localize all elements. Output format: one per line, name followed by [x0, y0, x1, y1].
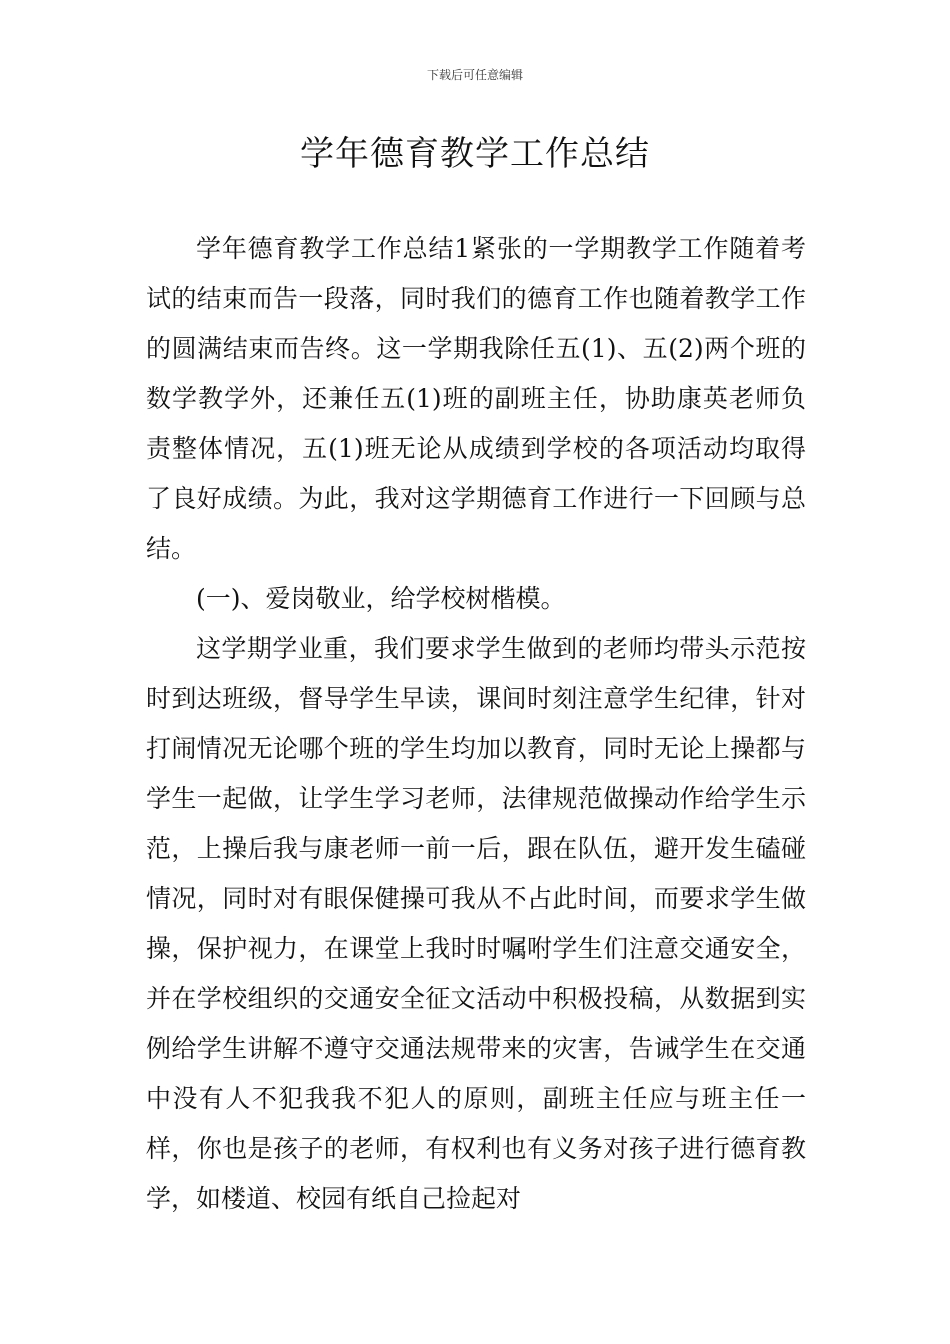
paragraph-section-body: 这学期学业重，我们要求学生做到的老师均带头示范按时到达班级，督导学生早读，课间时刻注意学生纪律，针对打闹情况无论哪个班的学生均加以教育，同时无论上操都与学生一起做，让学生学习老师，法律规范做操动作给学生示范，上操后我与康老师一前一后，跟在队伍，避开发生磕碰情况，同时对有眼保健操可我从不占此时间，而要求学生做操，保护视力，在课堂上我时时嘱咐学生们注意交通安全，并在学校组织的交通安全征文活动中积极投稿，从数据到实例给学生讲解不遵守交通法规带来的灾害，告诫学生在交通中没有人不犯我我不犯人的原则，副班主任应与班主任一样，你也是孩子的老师，有权利也有义务对孩子进行德育教学，如楼道、校园有纸自己捡起对 [146, 634, 806, 1213]
header-note: 下载后可任意编辑 [426, 68, 523, 82]
document-title: 学年德育教学工作总结 [300, 134, 650, 174]
document-body [146, 224, 806, 1224]
paragraph-section-heading: (一)、爱岗敬业，给学校树楷模。 [196, 584, 566, 613]
paragraph-intro: 学年德育教学工作总结1紧张的一学期教学工作随着考试的结束而告一段落，同时我们的德育工作也随着教学工作的圆满结束而告终。这一学期我除任五(1)、五(2)两个班的数学教学外，还兼任五(1)班的副班主任，协助康英老师负责整体情况，五(1)班无论从成绩到学校的各项活动均取得了良好成绩。为此，我对这学期德育工作进行一下回顾与总结。 [146, 234, 806, 563]
